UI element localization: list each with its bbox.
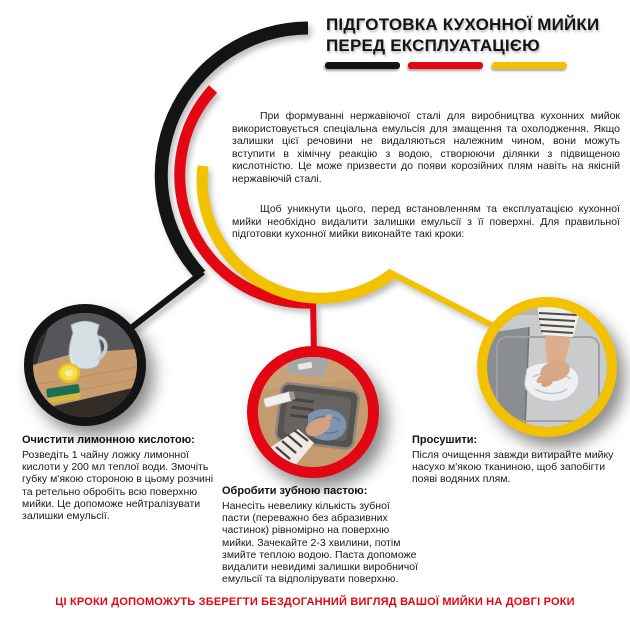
- lemon-half: [58, 363, 80, 383]
- step-dry: [412, 434, 616, 486]
- yellow-connector-line: [389, 272, 497, 328]
- step-lemon-heading: Очистити лимонною кислотою:: [22, 434, 195, 446]
- toothpaste-sink-cleaning-photo: [258, 357, 368, 467]
- intro-paragraph-2: Щоб уникнути цього, перед встановленням та експлуатацією кухонної мийки необхідно видалити залишки емульсії з її поверхні. Для правильної підготовки кухонної мийки виконайте такі кроки:: [232, 203, 620, 241]
- title-line-2: ПЕРЕД ЕКСПЛУАТАЦІЄЮ: [326, 36, 540, 55]
- photo-circle-drying: [477, 297, 617, 437]
- page-title: [326, 14, 616, 56]
- title-underline-black: [325, 62, 400, 69]
- step-toothpaste-body: Нанесіть невелику кількість зубної пасти (переважно без абразивних частинок) рівномірно на поверхню мийки. Зачекайте 2-3 хвилини, потім змийте теплою водою. Паста допоможе видалити невидимі залишки виробничої емульсії та відполірувати поверхню.: [222, 500, 419, 586]
- title-underline-red: [408, 62, 483, 69]
- pitcher-lemon-sponge-photo: [33, 313, 137, 417]
- footer-slogan: ЦІ КРОКИ ДОПОМОЖУТЬ ЗБЕРЕГТИ БЕЗДОГАННИЙ ВИГЛЯД ВАШОЇ МИЙКИ НА ДОВГІ РОКИ: [55, 596, 575, 608]
- title-underline-yellow: [492, 62, 567, 69]
- title-line-1: ПІДГОТОВКА КУХОННОЇ МИЙКИ: [326, 15, 600, 34]
- step-toothpaste: [222, 485, 420, 585]
- step-dry-heading: Просушити:: [412, 434, 478, 446]
- step-lemon-body: Розведіть 1 чайну ложку лимонної кислоти у 200 мл теплої води. Змочіть губку м'якою стороною в цьому розчині та ретельно обробіть всю поверхню мийки. Це допоможе нейтралізувати залишки емульсії.: [22, 449, 214, 523]
- step-toothpaste-heading: Обробити зубною пастою:: [222, 485, 368, 497]
- photo-circle-lemon: [24, 304, 146, 426]
- sink-bowl: [487, 327, 529, 427]
- step-lemon-acid: [22, 434, 220, 522]
- step-dry-body: Після очищення завжди витирайте мийку насухо м'якою тканиною, щоб запобігти появі водяних плям.: [412, 449, 614, 486]
- drying-sink-with-cloth-photo: [487, 307, 607, 427]
- photo-circle-toothpaste: [247, 346, 379, 478]
- intro-paragraph-1: При формуванні нержавіючої сталі для виробництва кухонних мийок використовується спеціальна емульсія для змащення та охолодження. Якщо залишки цієї речовини не видаляються належним чином, вони можуть вступити в хімічну реакцію з водою, створюючи ділянки з підвищеною кислотністю. Це може призвести до появи корозійних плям навіть на якісній нержавіючій сталі.: [232, 110, 620, 185]
